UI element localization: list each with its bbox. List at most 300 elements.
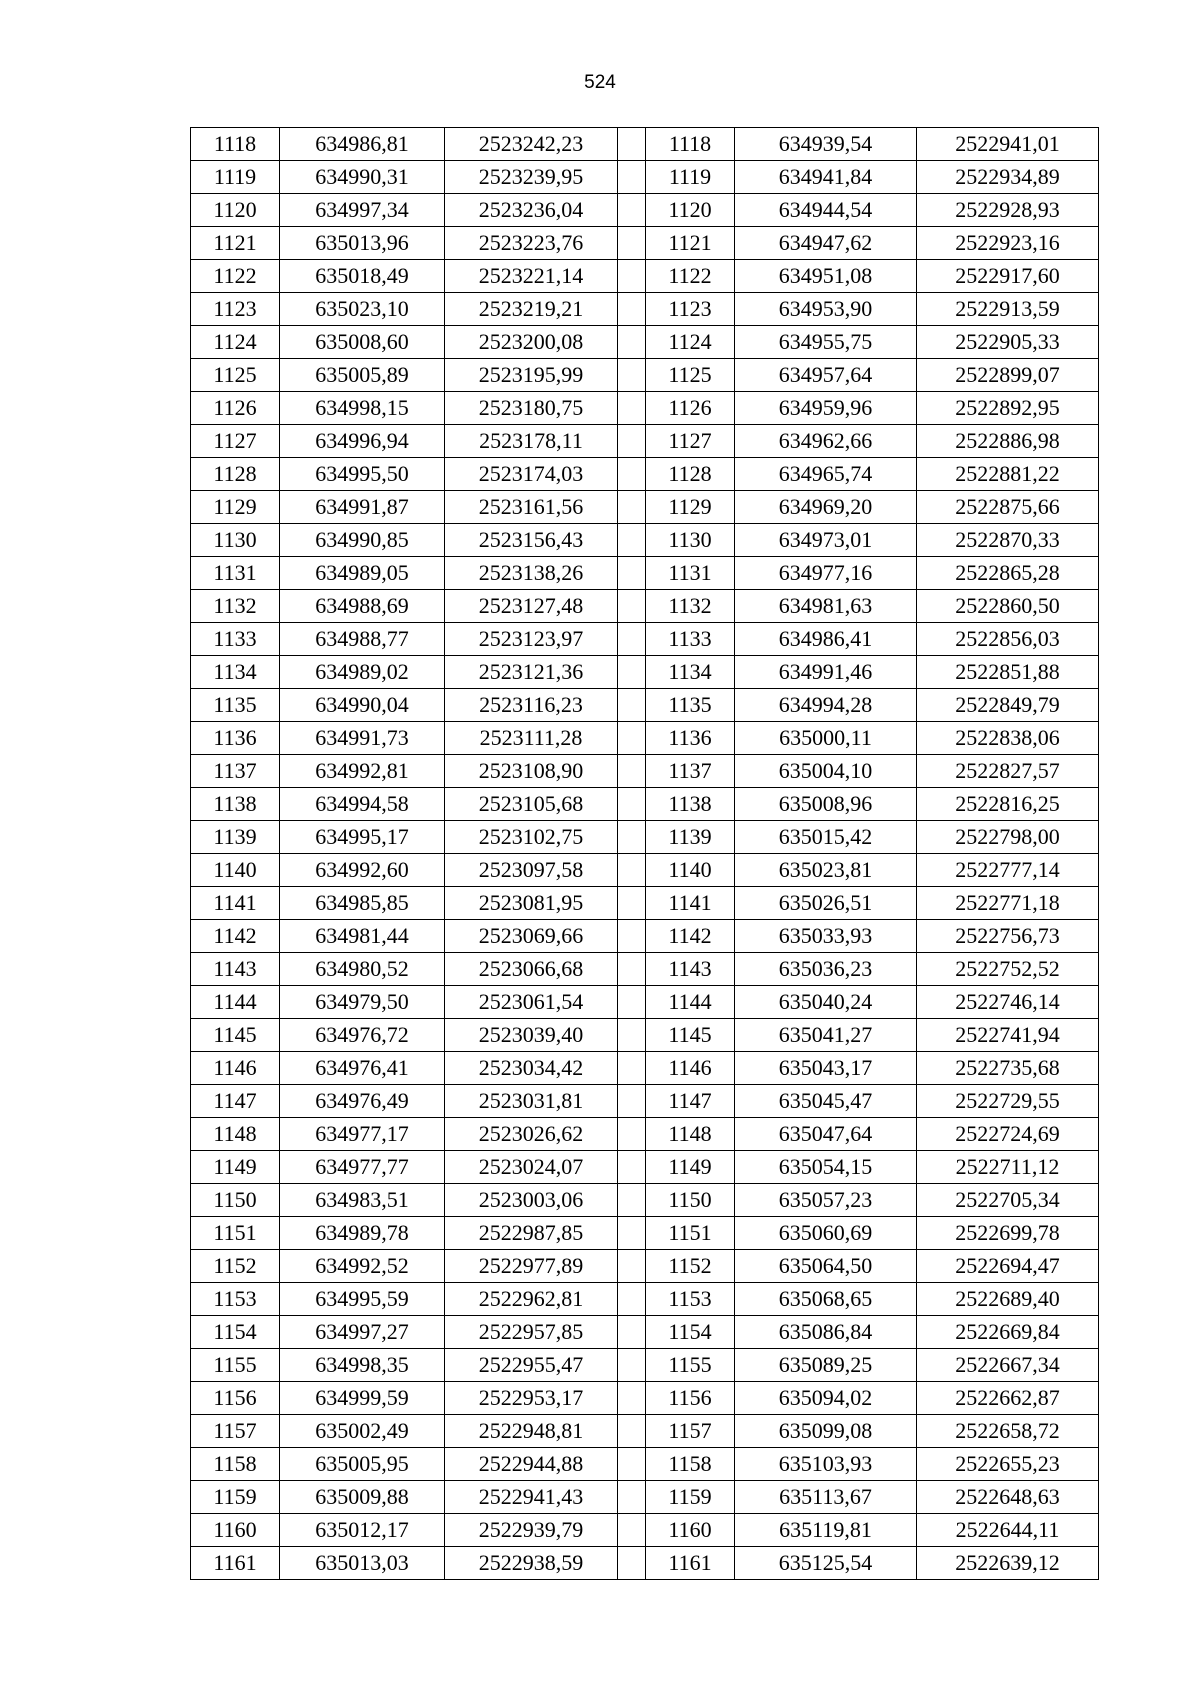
left-point-number-cell: 1119 <box>191 161 280 194</box>
right-x-coordinate-cell: 635103,93 <box>735 1448 917 1481</box>
left-point-number-cell: 1140 <box>191 854 280 887</box>
separator-cell <box>618 359 646 392</box>
left-x-coordinate-cell: 635005,95 <box>280 1448 445 1481</box>
left-x-coordinate-cell: 634991,87 <box>280 491 445 524</box>
left-point-number-cell: 1147 <box>191 1085 280 1118</box>
table-row <box>191 1151 1099 1184</box>
left-point-number-cell: 1146 <box>191 1052 280 1085</box>
right-x-coordinate-cell: 634939,54 <box>735 128 917 161</box>
table-row <box>191 953 1099 986</box>
separator-cell <box>618 194 646 227</box>
left-point-number-cell: 1161 <box>191 1547 280 1580</box>
separator-cell <box>618 1085 646 1118</box>
separator-cell <box>618 1184 646 1217</box>
table-row <box>191 788 1099 821</box>
left-x-coordinate-cell: 634995,59 <box>280 1283 445 1316</box>
right-y-coordinate-cell: 2522694,47 <box>917 1250 1099 1283</box>
left-x-coordinate-cell: 635002,49 <box>280 1415 445 1448</box>
right-point-number-cell: 1147 <box>646 1085 735 1118</box>
left-x-coordinate-cell: 634997,34 <box>280 194 445 227</box>
table-row <box>191 1514 1099 1547</box>
right-point-number-cell: 1157 <box>646 1415 735 1448</box>
right-x-coordinate-cell: 634965,74 <box>735 458 917 491</box>
left-y-coordinate-cell: 2523221,14 <box>445 260 618 293</box>
right-x-coordinate-cell: 635047,64 <box>735 1118 917 1151</box>
right-point-number-cell: 1153 <box>646 1283 735 1316</box>
left-point-number-cell: 1123 <box>191 293 280 326</box>
right-y-coordinate-cell: 2522741,94 <box>917 1019 1099 1052</box>
right-x-coordinate-cell: 635040,24 <box>735 986 917 1019</box>
right-y-coordinate-cell: 2522934,89 <box>917 161 1099 194</box>
left-x-coordinate-cell: 634995,50 <box>280 458 445 491</box>
separator-cell <box>618 1250 646 1283</box>
left-point-number-cell: 1152 <box>191 1250 280 1283</box>
right-point-number-cell: 1135 <box>646 689 735 722</box>
right-y-coordinate-cell: 2522639,12 <box>917 1547 1099 1580</box>
separator-cell <box>618 689 646 722</box>
left-x-coordinate-cell: 634988,77 <box>280 623 445 656</box>
separator-cell <box>618 1151 646 1184</box>
left-point-number-cell: 1155 <box>191 1349 280 1382</box>
left-x-coordinate-cell: 634983,51 <box>280 1184 445 1217</box>
separator-cell <box>618 1316 646 1349</box>
right-y-coordinate-cell: 2522870,33 <box>917 524 1099 557</box>
left-x-coordinate-cell: 634997,27 <box>280 1316 445 1349</box>
right-point-number-cell: 1128 <box>646 458 735 491</box>
left-y-coordinate-cell: 2522953,17 <box>445 1382 618 1415</box>
page-number: 524 <box>584 72 616 93</box>
left-point-number-cell: 1141 <box>191 887 280 920</box>
left-y-coordinate-cell: 2522944,88 <box>445 1448 618 1481</box>
left-y-coordinate-cell: 2523034,42 <box>445 1052 618 1085</box>
right-x-coordinate-cell: 634981,63 <box>735 590 917 623</box>
left-point-number-cell: 1150 <box>191 1184 280 1217</box>
right-point-number-cell: 1150 <box>646 1184 735 1217</box>
right-y-coordinate-cell: 2522941,01 <box>917 128 1099 161</box>
left-y-coordinate-cell: 2523180,75 <box>445 392 618 425</box>
right-x-coordinate-cell: 635015,42 <box>735 821 917 854</box>
left-point-number-cell: 1159 <box>191 1481 280 1514</box>
table-row <box>191 590 1099 623</box>
right-point-number-cell: 1154 <box>646 1316 735 1349</box>
right-y-coordinate-cell: 2522838,06 <box>917 722 1099 755</box>
left-point-number-cell: 1136 <box>191 722 280 755</box>
left-x-coordinate-cell: 634990,85 <box>280 524 445 557</box>
right-y-coordinate-cell: 2522905,33 <box>917 326 1099 359</box>
table-row <box>191 821 1099 854</box>
left-point-number-cell: 1151 <box>191 1217 280 1250</box>
left-x-coordinate-cell: 634992,60 <box>280 854 445 887</box>
left-y-coordinate-cell: 2523178,11 <box>445 425 618 458</box>
left-y-coordinate-cell: 2522948,81 <box>445 1415 618 1448</box>
left-point-number-cell: 1153 <box>191 1283 280 1316</box>
right-point-number-cell: 1130 <box>646 524 735 557</box>
right-point-number-cell: 1129 <box>646 491 735 524</box>
separator-cell <box>618 722 646 755</box>
right-x-coordinate-cell: 635060,69 <box>735 1217 917 1250</box>
separator-cell <box>618 1118 646 1151</box>
left-point-number-cell: 1134 <box>191 656 280 689</box>
left-point-number-cell: 1132 <box>191 590 280 623</box>
right-x-coordinate-cell: 635041,27 <box>735 1019 917 1052</box>
left-y-coordinate-cell: 2523102,75 <box>445 821 618 854</box>
right-x-coordinate-cell: 635000,11 <box>735 722 917 755</box>
table-row <box>191 128 1099 161</box>
left-y-coordinate-cell: 2522938,59 <box>445 1547 618 1580</box>
left-x-coordinate-cell: 635012,17 <box>280 1514 445 1547</box>
table-row <box>191 557 1099 590</box>
left-x-coordinate-cell: 634990,31 <box>280 161 445 194</box>
right-point-number-cell: 1140 <box>646 854 735 887</box>
left-point-number-cell: 1122 <box>191 260 280 293</box>
right-y-coordinate-cell: 2522699,78 <box>917 1217 1099 1250</box>
right-point-number-cell: 1143 <box>646 953 735 986</box>
left-x-coordinate-cell: 634995,17 <box>280 821 445 854</box>
right-point-number-cell: 1120 <box>646 194 735 227</box>
left-point-number-cell: 1120 <box>191 194 280 227</box>
left-y-coordinate-cell: 2522939,79 <box>445 1514 618 1547</box>
left-y-coordinate-cell: 2523108,90 <box>445 755 618 788</box>
left-point-number-cell: 1143 <box>191 953 280 986</box>
left-x-coordinate-cell: 634996,94 <box>280 425 445 458</box>
right-y-coordinate-cell: 2522917,60 <box>917 260 1099 293</box>
right-x-coordinate-cell: 634977,16 <box>735 557 917 590</box>
right-x-coordinate-cell: 635008,96 <box>735 788 917 821</box>
right-point-number-cell: 1155 <box>646 1349 735 1382</box>
right-point-number-cell: 1133 <box>646 623 735 656</box>
left-point-number-cell: 1149 <box>191 1151 280 1184</box>
left-point-number-cell: 1129 <box>191 491 280 524</box>
right-x-coordinate-cell: 635057,23 <box>735 1184 917 1217</box>
table-row <box>191 656 1099 689</box>
right-point-number-cell: 1161 <box>646 1547 735 1580</box>
separator-cell <box>618 1448 646 1481</box>
right-point-number-cell: 1132 <box>646 590 735 623</box>
right-y-coordinate-cell: 2522667,34 <box>917 1349 1099 1382</box>
separator-cell <box>618 821 646 854</box>
right-y-coordinate-cell: 2522746,14 <box>917 986 1099 1019</box>
right-point-number-cell: 1138 <box>646 788 735 821</box>
separator-cell <box>618 326 646 359</box>
separator-cell <box>618 1283 646 1316</box>
table-row <box>191 986 1099 1019</box>
left-point-number-cell: 1127 <box>191 425 280 458</box>
left-point-number-cell: 1118 <box>191 128 280 161</box>
right-y-coordinate-cell: 2522724,69 <box>917 1118 1099 1151</box>
separator-cell <box>618 887 646 920</box>
table-row <box>191 623 1099 656</box>
right-point-number-cell: 1159 <box>646 1481 735 1514</box>
table-row <box>191 524 1099 557</box>
table-row <box>191 1547 1099 1580</box>
right-x-coordinate-cell: 635033,93 <box>735 920 917 953</box>
table-row <box>191 227 1099 260</box>
right-x-coordinate-cell: 634991,46 <box>735 656 917 689</box>
left-point-number-cell: 1126 <box>191 392 280 425</box>
left-y-coordinate-cell: 2523111,28 <box>445 722 618 755</box>
left-y-coordinate-cell: 2523123,97 <box>445 623 618 656</box>
separator-cell <box>618 1019 646 1052</box>
right-point-number-cell: 1152 <box>646 1250 735 1283</box>
right-x-coordinate-cell: 634955,75 <box>735 326 917 359</box>
separator-cell <box>618 656 646 689</box>
left-y-coordinate-cell: 2523026,62 <box>445 1118 618 1151</box>
table-row <box>191 326 1099 359</box>
right-y-coordinate-cell: 2522756,73 <box>917 920 1099 953</box>
right-y-coordinate-cell: 2522705,34 <box>917 1184 1099 1217</box>
right-y-coordinate-cell: 2522892,95 <box>917 392 1099 425</box>
left-y-coordinate-cell: 2523061,54 <box>445 986 618 1019</box>
right-x-coordinate-cell: 635026,51 <box>735 887 917 920</box>
separator-cell <box>618 392 646 425</box>
left-x-coordinate-cell: 634998,15 <box>280 392 445 425</box>
separator-cell <box>618 425 646 458</box>
left-x-coordinate-cell: 634989,02 <box>280 656 445 689</box>
table-row <box>191 161 1099 194</box>
table-row <box>191 1052 1099 1085</box>
left-y-coordinate-cell: 2522977,89 <box>445 1250 618 1283</box>
left-point-number-cell: 1125 <box>191 359 280 392</box>
left-y-coordinate-cell: 2523161,56 <box>445 491 618 524</box>
coordinates-table <box>190 127 1099 1580</box>
right-y-coordinate-cell: 2522865,28 <box>917 557 1099 590</box>
left-x-coordinate-cell: 634988,69 <box>280 590 445 623</box>
right-point-number-cell: 1144 <box>646 986 735 1019</box>
right-x-coordinate-cell: 635068,65 <box>735 1283 917 1316</box>
right-point-number-cell: 1118 <box>646 128 735 161</box>
separator-cell <box>618 1349 646 1382</box>
left-x-coordinate-cell: 634989,05 <box>280 557 445 590</box>
right-y-coordinate-cell: 2522913,59 <box>917 293 1099 326</box>
right-y-coordinate-cell: 2522644,11 <box>917 1514 1099 1547</box>
left-y-coordinate-cell: 2523039,40 <box>445 1019 618 1052</box>
left-point-number-cell: 1158 <box>191 1448 280 1481</box>
right-x-coordinate-cell: 634951,08 <box>735 260 917 293</box>
right-y-coordinate-cell: 2522735,68 <box>917 1052 1099 1085</box>
left-y-coordinate-cell: 2523105,68 <box>445 788 618 821</box>
left-point-number-cell: 1133 <box>191 623 280 656</box>
separator-cell <box>618 260 646 293</box>
right-x-coordinate-cell: 634941,84 <box>735 161 917 194</box>
table-row <box>191 854 1099 887</box>
separator-cell <box>618 1052 646 1085</box>
left-x-coordinate-cell: 634986,81 <box>280 128 445 161</box>
right-point-number-cell: 1160 <box>646 1514 735 1547</box>
left-y-coordinate-cell: 2523156,43 <box>445 524 618 557</box>
right-point-number-cell: 1121 <box>646 227 735 260</box>
right-x-coordinate-cell: 634953,90 <box>735 293 917 326</box>
left-x-coordinate-cell: 634979,50 <box>280 986 445 1019</box>
left-y-coordinate-cell: 2523223,76 <box>445 227 618 260</box>
separator-cell <box>618 227 646 260</box>
separator-cell <box>618 953 646 986</box>
right-y-coordinate-cell: 2522816,25 <box>917 788 1099 821</box>
left-y-coordinate-cell: 2523024,07 <box>445 1151 618 1184</box>
right-y-coordinate-cell: 2522875,66 <box>917 491 1099 524</box>
right-point-number-cell: 1137 <box>646 755 735 788</box>
right-y-coordinate-cell: 2522928,93 <box>917 194 1099 227</box>
left-y-coordinate-cell: 2522987,85 <box>445 1217 618 1250</box>
table-row <box>191 1415 1099 1448</box>
right-point-number-cell: 1139 <box>646 821 735 854</box>
right-y-coordinate-cell: 2522658,72 <box>917 1415 1099 1448</box>
separator-cell <box>618 161 646 194</box>
table-row <box>191 194 1099 227</box>
separator-cell <box>618 1481 646 1514</box>
left-x-coordinate-cell: 634989,78 <box>280 1217 445 1250</box>
right-y-coordinate-cell: 2522851,88 <box>917 656 1099 689</box>
separator-cell <box>618 920 646 953</box>
right-x-coordinate-cell: 635089,25 <box>735 1349 917 1382</box>
right-y-coordinate-cell: 2522881,22 <box>917 458 1099 491</box>
left-point-number-cell: 1135 <box>191 689 280 722</box>
left-x-coordinate-cell: 634992,52 <box>280 1250 445 1283</box>
separator-cell <box>618 1217 646 1250</box>
separator-cell <box>618 1415 646 1448</box>
right-point-number-cell: 1123 <box>646 293 735 326</box>
left-y-coordinate-cell: 2523081,95 <box>445 887 618 920</box>
table-row <box>191 1184 1099 1217</box>
table-row <box>191 392 1099 425</box>
left-y-coordinate-cell: 2523236,04 <box>445 194 618 227</box>
table-row <box>191 1283 1099 1316</box>
right-y-coordinate-cell: 2522655,23 <box>917 1448 1099 1481</box>
right-point-number-cell: 1151 <box>646 1217 735 1250</box>
separator-cell <box>618 854 646 887</box>
left-x-coordinate-cell: 635013,96 <box>280 227 445 260</box>
left-y-coordinate-cell: 2523127,48 <box>445 590 618 623</box>
table-row <box>191 1349 1099 1382</box>
table-row <box>191 722 1099 755</box>
left-x-coordinate-cell: 634990,04 <box>280 689 445 722</box>
left-y-coordinate-cell: 2523200,08 <box>445 326 618 359</box>
left-y-coordinate-cell: 2523242,23 <box>445 128 618 161</box>
left-y-coordinate-cell: 2523066,68 <box>445 953 618 986</box>
left-x-coordinate-cell: 635018,49 <box>280 260 445 293</box>
separator-cell <box>618 128 646 161</box>
table-row <box>191 1448 1099 1481</box>
left-y-coordinate-cell: 2523069,66 <box>445 920 618 953</box>
left-y-coordinate-cell: 2523116,23 <box>445 689 618 722</box>
left-point-number-cell: 1128 <box>191 458 280 491</box>
left-x-coordinate-cell: 634994,58 <box>280 788 445 821</box>
table-row <box>191 491 1099 524</box>
left-y-coordinate-cell: 2522957,85 <box>445 1316 618 1349</box>
table-row <box>191 1118 1099 1151</box>
left-x-coordinate-cell: 634976,41 <box>280 1052 445 1085</box>
right-y-coordinate-cell: 2522689,40 <box>917 1283 1099 1316</box>
separator-cell <box>618 524 646 557</box>
table-row <box>191 755 1099 788</box>
left-x-coordinate-cell: 634977,77 <box>280 1151 445 1184</box>
right-y-coordinate-cell: 2522923,16 <box>917 227 1099 260</box>
table-row <box>191 1316 1099 1349</box>
table-row <box>191 1250 1099 1283</box>
table-row <box>191 260 1099 293</box>
left-x-coordinate-cell: 634976,72 <box>280 1019 445 1052</box>
right-x-coordinate-cell: 635064,50 <box>735 1250 917 1283</box>
right-x-coordinate-cell: 635004,10 <box>735 755 917 788</box>
right-x-coordinate-cell: 634986,41 <box>735 623 917 656</box>
left-x-coordinate-cell: 635008,60 <box>280 326 445 359</box>
left-x-coordinate-cell: 634980,52 <box>280 953 445 986</box>
left-point-number-cell: 1138 <box>191 788 280 821</box>
left-y-coordinate-cell: 2523174,03 <box>445 458 618 491</box>
separator-cell <box>618 1514 646 1547</box>
left-y-coordinate-cell: 2523239,95 <box>445 161 618 194</box>
left-point-number-cell: 1145 <box>191 1019 280 1052</box>
coordinates-table-body <box>191 128 1099 1580</box>
left-point-number-cell: 1156 <box>191 1382 280 1415</box>
left-y-coordinate-cell: 2523121,36 <box>445 656 618 689</box>
right-x-coordinate-cell: 634962,66 <box>735 425 917 458</box>
right-x-coordinate-cell: 635119,81 <box>735 1514 917 1547</box>
right-x-coordinate-cell: 634957,64 <box>735 359 917 392</box>
right-x-coordinate-cell: 635054,15 <box>735 1151 917 1184</box>
table-row <box>191 1217 1099 1250</box>
left-y-coordinate-cell: 2523031,81 <box>445 1085 618 1118</box>
separator-cell <box>618 557 646 590</box>
left-x-coordinate-cell: 634992,81 <box>280 755 445 788</box>
right-x-coordinate-cell: 635099,08 <box>735 1415 917 1448</box>
right-point-number-cell: 1141 <box>646 887 735 920</box>
right-point-number-cell: 1134 <box>646 656 735 689</box>
right-point-number-cell: 1126 <box>646 392 735 425</box>
table-row <box>191 887 1099 920</box>
separator-cell <box>618 1547 646 1580</box>
table-row <box>191 920 1099 953</box>
right-point-number-cell: 1146 <box>646 1052 735 1085</box>
left-point-number-cell: 1121 <box>191 227 280 260</box>
left-point-number-cell: 1130 <box>191 524 280 557</box>
left-point-number-cell: 1160 <box>191 1514 280 1547</box>
right-point-number-cell: 1122 <box>646 260 735 293</box>
right-y-coordinate-cell: 2522798,00 <box>917 821 1099 854</box>
table-row <box>191 689 1099 722</box>
right-x-coordinate-cell: 634944,54 <box>735 194 917 227</box>
right-y-coordinate-cell: 2522899,07 <box>917 359 1099 392</box>
right-x-coordinate-cell: 635125,54 <box>735 1547 917 1580</box>
left-x-coordinate-cell: 635009,88 <box>280 1481 445 1514</box>
left-x-coordinate-cell: 635023,10 <box>280 293 445 326</box>
table-row <box>191 359 1099 392</box>
right-x-coordinate-cell: 634994,28 <box>735 689 917 722</box>
left-y-coordinate-cell: 2522962,81 <box>445 1283 618 1316</box>
left-point-number-cell: 1124 <box>191 326 280 359</box>
left-x-coordinate-cell: 634981,44 <box>280 920 445 953</box>
separator-cell <box>618 623 646 656</box>
left-y-coordinate-cell: 2523097,58 <box>445 854 618 887</box>
right-point-number-cell: 1145 <box>646 1019 735 1052</box>
right-x-coordinate-cell: 635045,47 <box>735 1085 917 1118</box>
left-point-number-cell: 1148 <box>191 1118 280 1151</box>
left-y-coordinate-cell: 2523219,21 <box>445 293 618 326</box>
right-point-number-cell: 1149 <box>646 1151 735 1184</box>
right-point-number-cell: 1127 <box>646 425 735 458</box>
right-x-coordinate-cell: 634973,01 <box>735 524 917 557</box>
right-point-number-cell: 1156 <box>646 1382 735 1415</box>
table-row <box>191 1085 1099 1118</box>
right-point-number-cell: 1148 <box>646 1118 735 1151</box>
left-y-coordinate-cell: 2522941,43 <box>445 1481 618 1514</box>
table-row <box>191 293 1099 326</box>
left-x-coordinate-cell: 634991,73 <box>280 722 445 755</box>
left-x-coordinate-cell: 634999,59 <box>280 1382 445 1415</box>
right-point-number-cell: 1119 <box>646 161 735 194</box>
left-x-coordinate-cell: 635013,03 <box>280 1547 445 1580</box>
left-y-coordinate-cell: 2523195,99 <box>445 359 618 392</box>
right-x-coordinate-cell: 634969,20 <box>735 491 917 524</box>
